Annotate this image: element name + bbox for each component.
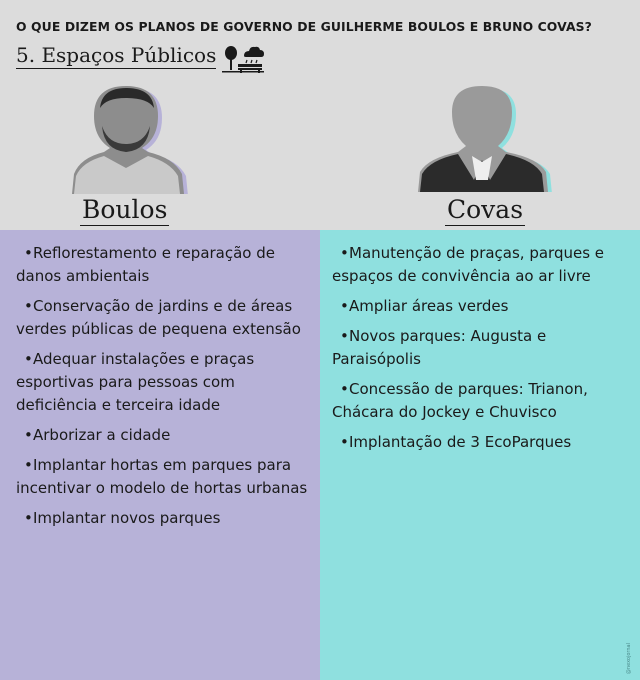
list-item: •Implantar hortas em parques para incentivar o modelo de hortas urbanas bbox=[16, 456, 308, 497]
kicker-title: O QUE DIZEM OS PLANOS DE GOVERNO DE GUILHERME BOULOS E BRUNO COVAS? bbox=[16, 19, 592, 34]
covas-proposals-column bbox=[320, 230, 640, 680]
list-item: •Implantar novos parques bbox=[16, 507, 308, 530]
park-bench-tree-icon bbox=[222, 42, 264, 74]
candidate-name-covas: Covas bbox=[447, 195, 524, 224]
covas-proposals-list bbox=[332, 242, 628, 454]
bullet-icon: • bbox=[24, 509, 33, 527]
list-item: •Arborizar a cidade bbox=[16, 424, 308, 447]
list-item: •Implantação de 3 EcoParques bbox=[332, 431, 628, 454]
list-item: •Ampliar áreas verdes bbox=[332, 295, 628, 318]
list-item: •Manutenção de praças, parques e espaços de convivência ao ar livre bbox=[332, 244, 605, 285]
boulos-portrait bbox=[64, 78, 192, 194]
list-item: •Conservação de jardins e de áreas verdes públicas de pequena extensão bbox=[16, 297, 301, 338]
section-title: 5. Espaços Públicos bbox=[16, 43, 217, 67]
bullet-icon: • bbox=[24, 297, 33, 315]
bullet-icon: • bbox=[340, 327, 349, 345]
list-item: •Novos parques: Augusta e Paraisópolis bbox=[332, 327, 547, 368]
header bbox=[0, 0, 640, 230]
list-item: •Adequar instalações e praças esportivas para pessoas com deficiência e terceira idade bbox=[16, 350, 255, 414]
bullet-icon: • bbox=[340, 297, 349, 315]
list-item: •Reflorestamento e reparação de danos ambientais bbox=[16, 244, 275, 285]
boulos-proposals-list bbox=[16, 242, 308, 530]
bullet-icon: • bbox=[340, 244, 349, 262]
covas-portrait bbox=[414, 80, 554, 192]
candidate-name-boulos: Boulos bbox=[82, 195, 168, 224]
bullet-icon: • bbox=[24, 456, 33, 474]
bullet-icon: • bbox=[24, 244, 33, 262]
bullet-icon: • bbox=[340, 433, 349, 451]
bullet-icon: • bbox=[340, 380, 349, 398]
credit-text: @nexojornal bbox=[626, 642, 632, 674]
list-item: •Concessão de parques: Trianon, Chácara do Jockey e Chuvisco bbox=[332, 380, 588, 421]
bullet-icon: • bbox=[24, 350, 33, 368]
boulos-proposals-column bbox=[0, 230, 320, 680]
bullet-icon: • bbox=[24, 426, 33, 444]
